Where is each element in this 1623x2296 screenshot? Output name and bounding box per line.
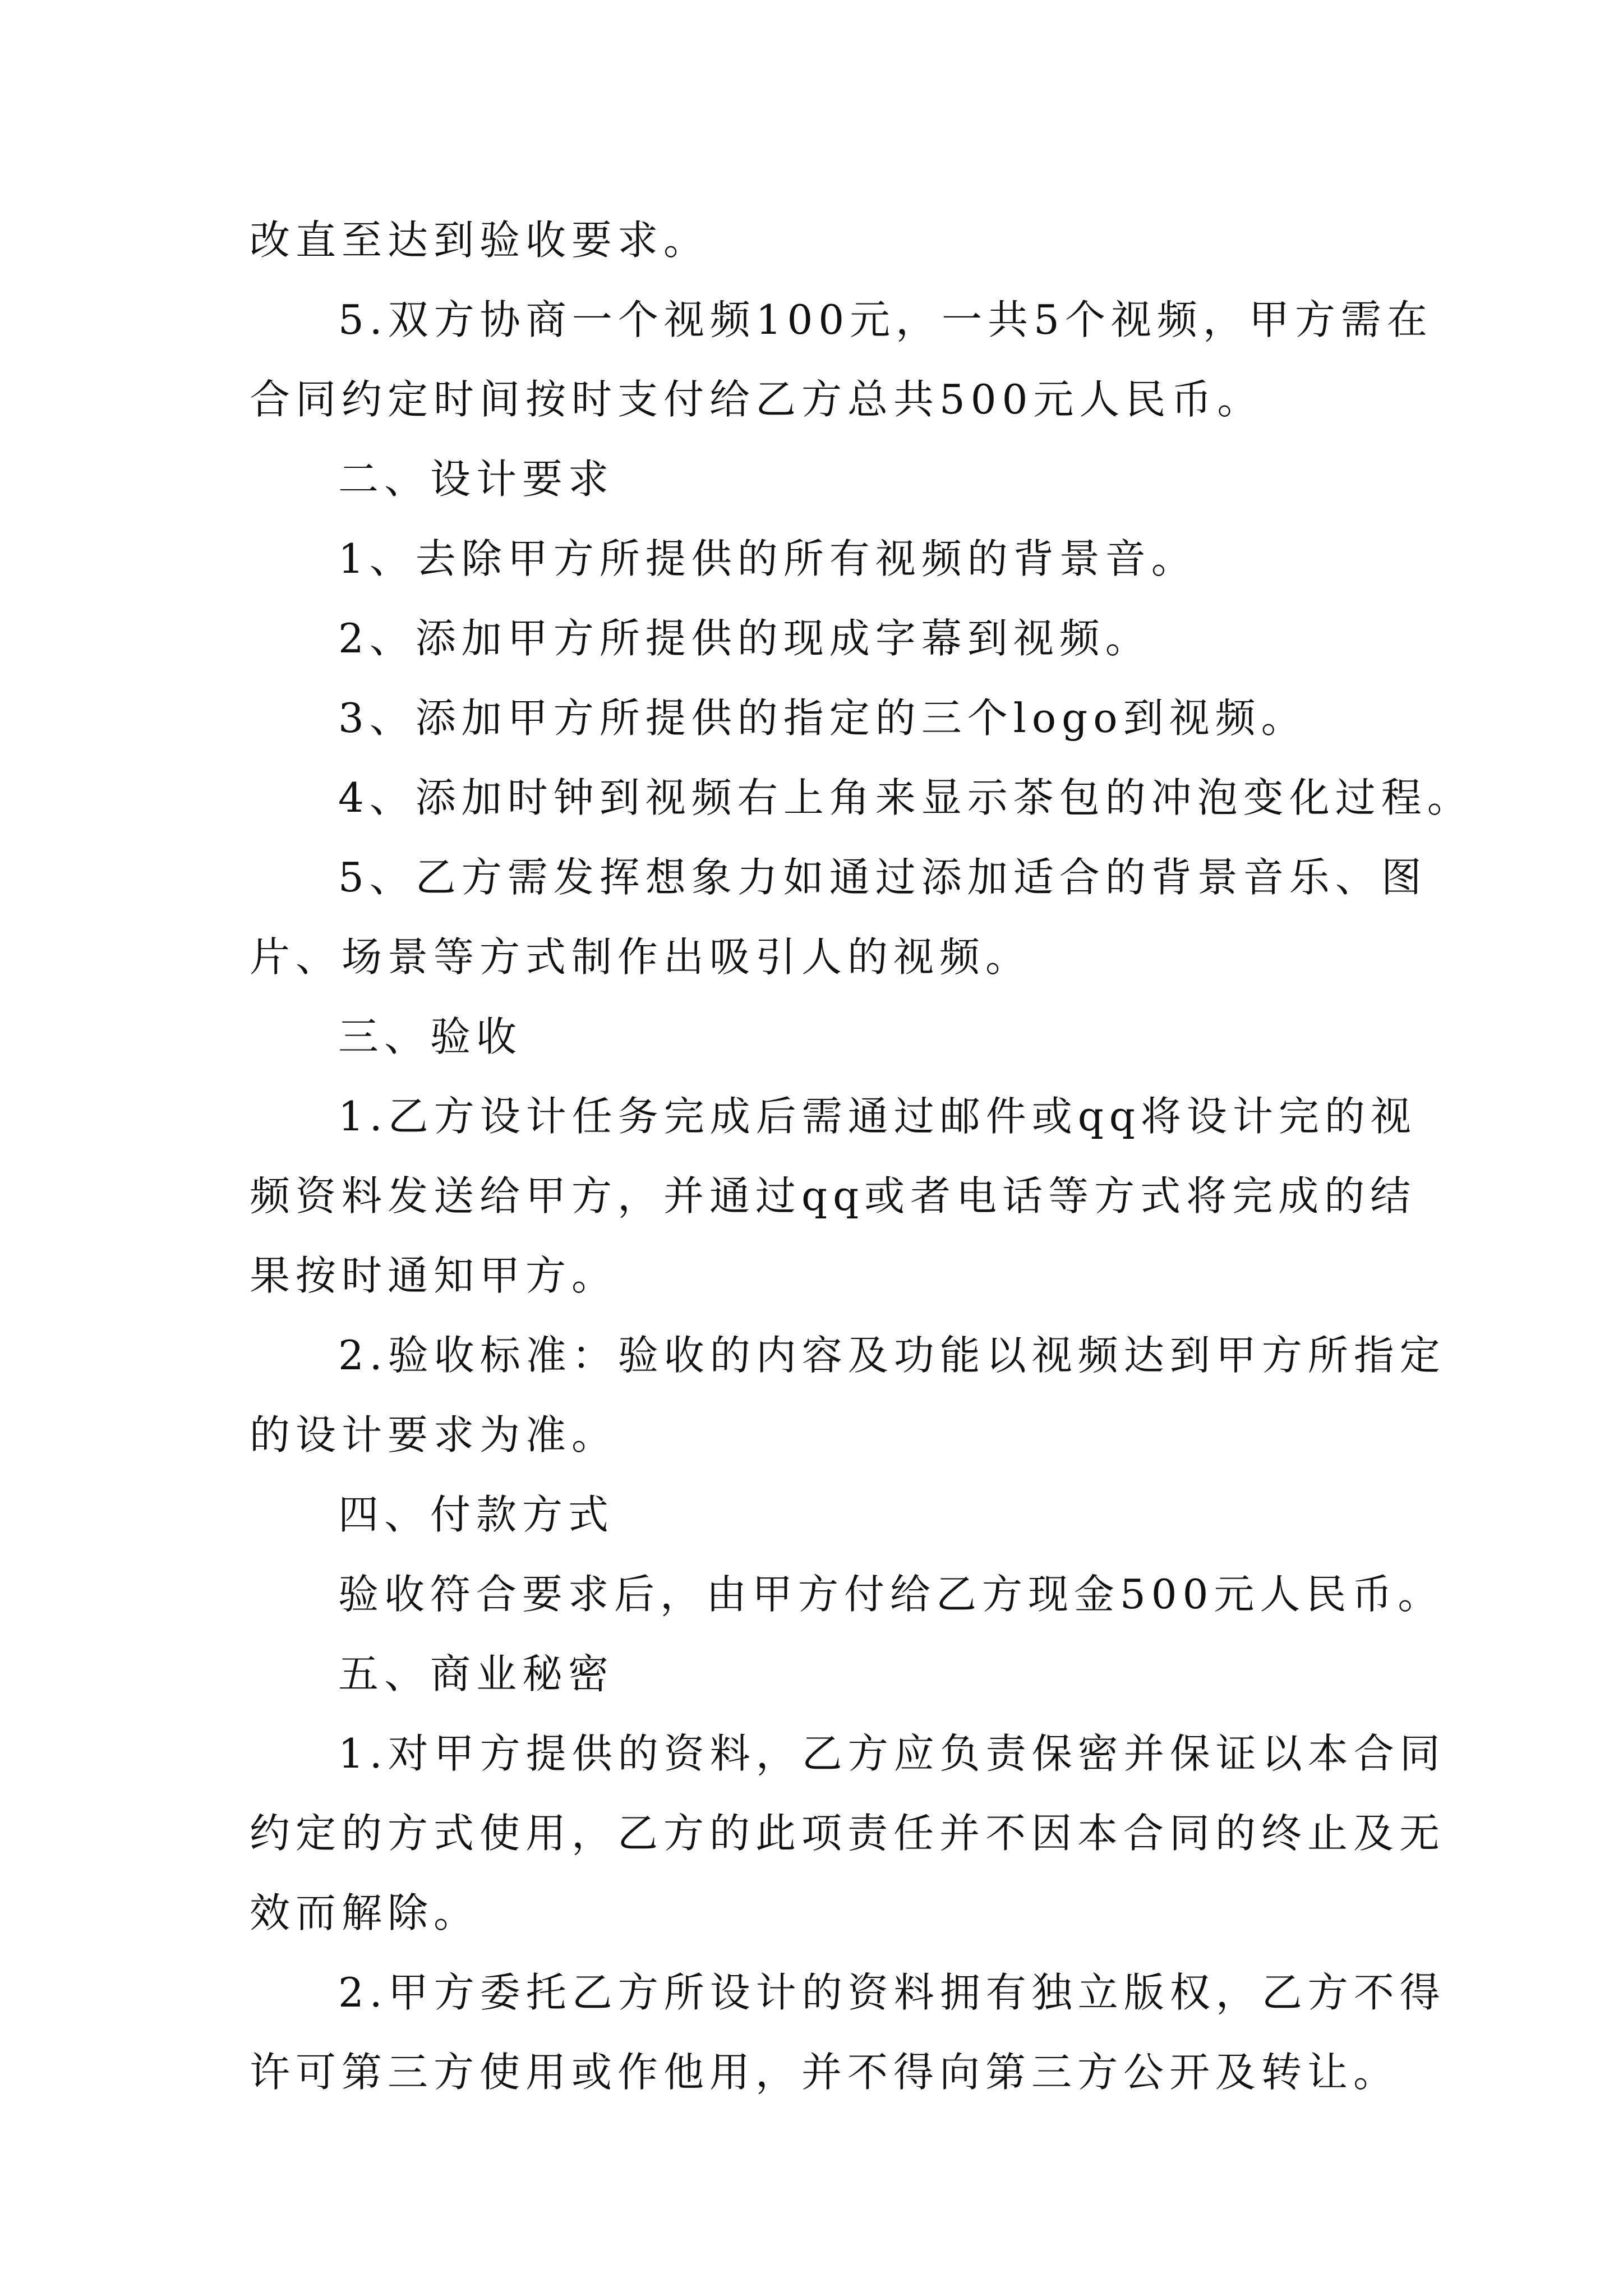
text-line-payment-terms-continued: 合同约定时间按时支付给乙方总共500元人民币。 — [250, 376, 1264, 423]
text-line-payment-terms: 5.双方协商一个视频100元，一共5个视频，甲方需在 — [338, 296, 1433, 343]
text-line-acceptance-item-2: 2.验收标准：验收的内容及功能以视频达到甲方所指定 — [338, 1332, 1446, 1379]
text-line-payment-method: 验收符合要求后，由甲方付给乙方现金500元人民币。 — [338, 1571, 1444, 1618]
text-line-design-item-1: 1、去除甲方所提供的所有视频的背景音。 — [338, 535, 1197, 582]
text-line-secrets-item-1-continued: 约定的方式使用，乙方的此项责任并不因本合同的终止及无 — [250, 1810, 1446, 1857]
text-line-design-item-5: 5、乙方需发挥想象力如通过添加适合的背景音乐、图 — [338, 854, 1427, 901]
text-line-design-item-5-continued: 片、场景等方式制作出吸引人的视频。 — [250, 933, 1032, 981]
text-line-acceptance-item-1: 1.乙方设计任务完成后需通过邮件或qq将设计完的视 — [338, 1093, 1417, 1140]
section-heading-acceptance: 三、验收 — [338, 1013, 523, 1060]
text-line-continuation: 改直至达到验收要求。 — [250, 217, 710, 264]
text-line-acceptance-item-1-end: 果按时通知甲方。 — [250, 1252, 618, 1299]
section-heading-trade-secrets: 五、商业秘密 — [338, 1650, 615, 1697]
text-line-design-item-3: 3、添加甲方所提供的指定的三个logo到视频。 — [338, 694, 1307, 742]
section-heading-payment-method: 四、付款方式 — [338, 1491, 615, 1538]
section-heading-design-requirements: 二、设计要求 — [338, 455, 615, 503]
text-line-secrets-item-2-continued: 许可第三方使用或作他用，并不得向第三方公开及转让。 — [250, 2049, 1400, 2096]
text-line-secrets-item-1-end: 效而解除。 — [250, 1889, 480, 1936]
text-line-secrets-item-1: 1.对甲方提供的资料，乙方应负责保密并保证以本合同 — [338, 1730, 1446, 1777]
text-line-acceptance-item-2-continued: 的设计要求为准。 — [250, 1411, 618, 1458]
text-line-design-item-4: 4、添加时钟到视频右上角来显示茶包的冲泡变化过程。 — [338, 774, 1473, 821]
text-line-design-item-2: 2、添加甲方所提供的现成字幕到视频。 — [338, 615, 1151, 662]
text-line-acceptance-item-1-continued: 频资料发送给甲方，并通过qq或者电话等方式将完成的结 — [250, 1172, 1417, 1220]
text-line-secrets-item-2: 2.甲方委托乙方所设计的资料拥有独立版权，乙方不得 — [338, 1969, 1446, 2016]
